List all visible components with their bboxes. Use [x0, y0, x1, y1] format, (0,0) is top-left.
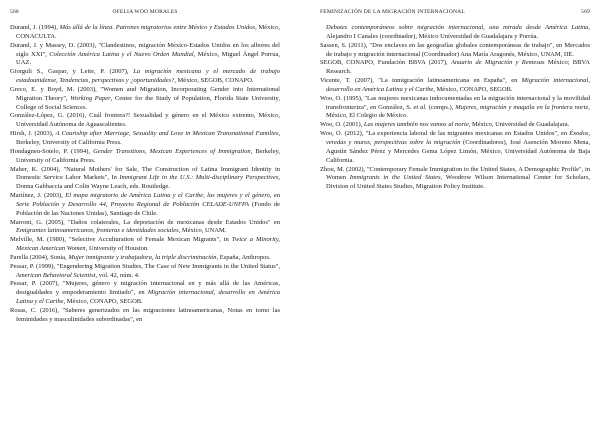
reference-italic-text: Emigrantes latinoamericanos, fronteras e identidades sociales: [16, 227, 179, 235]
reference-italic-text: et al.: [413, 103, 427, 111]
reference-text: , México, CONACULTA.: [16, 24, 280, 40]
reference-text: , Berkeley, University of California Press.: [16, 147, 281, 164]
reference-text: , México, Miguel Ángel Porrua, UAZ.: [16, 50, 280, 67]
reference-text: , Berkeley, University of California Press.: [16, 130, 280, 146]
reference-text: Hondagneu-Sotelo, P. (1994),: [10, 147, 94, 155]
reference-text: Marroni, G. (2005), "Daños colaterales, La deportación de mexicanas desde Estados Unidos" en: [10, 218, 280, 226]
left-page-number: 568: [10, 9, 19, 15]
reference-text: Woo, O. (2001),: [320, 121, 364, 129]
reference-text: , México, CONAPO, SEGOB.: [63, 298, 143, 306]
reference-italic-text: Anuario de Migración y Remesas: [450, 59, 545, 67]
reference-text: , Donna Gabbaccia and Colin Wayne Leach, eds. Routledge.: [16, 174, 280, 191]
reference-text: , vol. 42, núm. 4.: [95, 271, 140, 279]
left-running-title: OFELIA WOO MORALES: [112, 9, 178, 15]
reference-entry: [320, 42, 590, 60]
reference-entry: [320, 95, 590, 122]
reference-entry: [10, 130, 280, 148]
reference-entry: [320, 121, 590, 130]
reference-text: Zhou, M. (2002), "Contemporary Female Immigration to the United States, A Demographic Profile", in Women: [320, 165, 590, 182]
right-page-number: 569: [581, 9, 590, 15]
right-running-title: FEMINIZACIÓN DE LA MIGRACIÓN INTERNACIONAL: [320, 9, 465, 15]
reference-text: Giorguli S., Gaspar, y Leite, P. (2007),: [10, 68, 134, 76]
reference-entry: [10, 219, 280, 237]
reference-text: , España, Anthropos.: [216, 253, 271, 261]
reference-entry: [10, 307, 280, 325]
reference-text: Melville, M. (1980), "Selective Acculturation of Female Mexican Migrants", in: [10, 236, 232, 244]
reference-text: Parella (2004), Sonia,: [10, 253, 69, 261]
reference-italic-text: Immigrants in the United States: [349, 174, 441, 182]
reference-italic-text: Mujeres, migración y maquila en la frontera norte: [455, 103, 589, 111]
reference-italic-text: Immigrant Life in the U.S.: Multi-disciplinary Perspectives: [119, 174, 279, 182]
reference-text: , México, El Colegio de México.: [326, 103, 590, 120]
reference-text: Vicente, T. (2007), "La inmigración latinoamericana en España", en: [320, 77, 522, 85]
reference-text: Rosas, C. (2016), "Saberes generizados en las migraciones latinoamericanas, Notas en torno las feminidades y masculinidades subordinadas", en: [10, 307, 280, 323]
left-reference-list: [10, 24, 280, 325]
reference-text: (Fondo de Población de las Naciones Unidas), Santiago de Chile.: [16, 200, 280, 217]
reference-text: Durand, J. y Massey, D. (2003), "Clandestinos, migración México-Estados Unidos en los albores del siglo XXI",: [10, 41, 280, 58]
reference-italic-text: La migración mexicana y el mercado de trabajo estadounidense, Tendencias, perspectivas y ¿oportunidades?: [16, 68, 280, 85]
reference-text: Woo, O. (1995), "Las mujeres mexicanas indocumentadas en la migración internacional y la movilidad transfronteriza", en González, S.: [320, 94, 590, 111]
reference-text: , México, CONAPO, SEGOB.: [433, 85, 513, 93]
reference-entry: [320, 166, 590, 193]
reference-italic-text: A Courtship after Marriage, Sexuality and Love in Mexican Transnational Families: [55, 130, 279, 138]
reference-text: , México, UNAM.: [178, 227, 227, 235]
reference-entry: [10, 236, 280, 254]
reference-entry: [10, 68, 280, 86]
reference-italic-text: Éxodos, veredas y muros, perspectivas sobre la migración: [326, 130, 590, 146]
reference-text: Hirsh, J. (2003),: [10, 130, 56, 138]
reference-italic-text: El mapa migratorio de América Latina y el Caribe, las mujeres y el género: [65, 192, 270, 200]
reference-text: Greco, E. y Boyd, M. (2003), "Women and Migration, Incorporating Gender into International Migration Theory",: [10, 85, 280, 102]
reference-text: , University of Houston.: [85, 245, 149, 253]
right-running-head: [320, 9, 590, 19]
reference-text: (comps.),: [426, 103, 456, 111]
reference-entry: [10, 24, 280, 42]
reference-text: , Center for the Study of Population, Florida State University, College of Social Sciences.: [16, 94, 280, 111]
reference-text: Martínez, J. (2003),: [10, 192, 66, 200]
reference-entry: [320, 77, 590, 95]
reference-text: Pessar, P. (1999), "Engendering Migration Studies, The Case of New Immigrants in the United Status",: [10, 262, 280, 270]
reference-italic-text: Las mujeres también nos vamos al norte: [363, 121, 469, 129]
reference-text: González-López, G. (2016), Cuál frontera?! Sexualidad y género en el México extremo, México, Universidad Autónoma de Aguascalientes.: [10, 112, 280, 129]
reference-italic-text: Twice a Minority, Mexican American Women: [16, 236, 280, 253]
reference-italic-text: Colección América Latina y el Nuevo Orden Mundial: [49, 50, 194, 58]
reference-text: Durand, J. (1994),: [10, 24, 60, 31]
reference-text: , México, Universidad de Guadalajara.: [468, 121, 570, 129]
reference-text: México; BBVA Research.: [326, 59, 590, 76]
reference-italic-text: Working Paper: [70, 94, 111, 102]
reference-entry: [10, 254, 280, 263]
reference-italic-text: American Behavioral Scientist: [16, 271, 96, 279]
right-reference-list: [320, 24, 590, 192]
reference-text: Woo, O. (2012), "La experiencia laboral de las migrantes mexicanas en Estados Unidos", en: [320, 130, 570, 138]
reference-entry: [10, 86, 280, 113]
reference-text: (Coordinadores), José Asención Moreno Mena, Agustín Sández Pérez y Mercedes Gema López Limón, México, Universidad Autónoma de Baja California.: [326, 138, 590, 164]
reference-entry: [10, 166, 280, 193]
reference-text: Pessar, P. (2007), "Mujeres, género y migración internacional en y más allá de las Américas, desigualdades y empoderamiento limitado", en: [10, 280, 280, 297]
reference-entry: [10, 112, 280, 130]
reference-entry: [320, 59, 590, 77]
right-page: [310, 0, 600, 431]
reference-text: , en: [269, 192, 280, 200]
reference-italic-text: Mujer inmigrante y trabajadora, la triple discriminación: [68, 253, 217, 261]
reference-entry: [10, 42, 280, 69]
reference-entry: [320, 130, 590, 165]
reference-entry: [10, 280, 280, 307]
reference-text: SEGOB, CONAPO, Fundación BBVA (2017),: [320, 59, 451, 67]
reference-entry: [10, 192, 280, 219]
reference-text: , Woodrow Wilson International Center for Scholars, Division of United States Studies, Migration Policy Institute.: [326, 174, 590, 191]
reference-text: , México, SEGOB, CONAPO.: [174, 77, 254, 85]
reference-text: , Alejandro I Canales (coordinador), México Universidad de Guadalajara y Porrúa.: [326, 24, 590, 40]
reference-text: Sassen, S. (2011), "Dos enclaves en las geografías globales contemporáneas de trabajo", en Mercados de trabajo y migración internacional (Coordinador) Ana María Aragonés, México, UNAM, IIE.: [320, 41, 590, 58]
reference-text: Maher, K. (2004), "Natural Mothers' for Sale, The Construction of Latina Immigrant Identity in Domestic Service Labor Markets", In: [10, 165, 280, 182]
reference-italic-text: Gender Transitions, Mexican Experiences of Immigration: [93, 147, 251, 155]
reference-italic-text: Migración internacional, desarrollo en América Latina y el Caribe: [16, 289, 280, 306]
reference-entry: [320, 24, 590, 42]
reference-entry: [10, 148, 280, 166]
reference-italic-text: Serie Población y Desarrollo 44, Proyecto Regional de Población CELADE-UNFPA: [16, 200, 250, 208]
reference-italic-text: Migración internacional, desarrollo en América Latina y el Caribe: [326, 77, 590, 93]
reference-italic-text: Más allá de la línea. Patrones migratorios entre México y Estados Unidos: [59, 24, 256, 31]
reference-entry: [10, 263, 280, 281]
left-running-head: [10, 9, 280, 19]
left-page: [0, 0, 290, 431]
reference-italic-text: Debates contemporáneos sobre migración internacional, una mirada desde América Latina: [326, 24, 589, 31]
